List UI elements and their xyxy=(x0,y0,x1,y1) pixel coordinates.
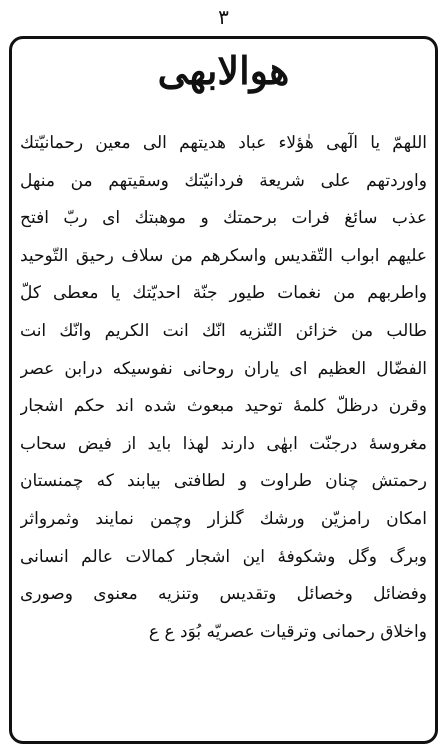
text-line: واوردتهم علی شریعة فردانیّتك وسقیتهم من منهل xyxy=(20,170,427,191)
page-heading: هوالابهی xyxy=(157,48,290,93)
text-line: وقرن درظلّ کلمهٔ توحید مبعوث شده اند حکم اشجار xyxy=(20,396,427,417)
text-line: واخلاق رحمانی وترقیات عصریّه بُوَد ع ع xyxy=(148,621,427,642)
text-line: الفضّال العظیم ای یاران روحانی نفوسیکه درابن عصر xyxy=(20,358,427,379)
text-line: اللهمّ یا الٓهی هٰؤلاء عباد هدیتهم الی معین رحمانیّتك xyxy=(20,133,427,153)
text-line: وفضائل وخصائل وتقدیس وتنزیه معنوی وصوری xyxy=(20,584,427,605)
page-number: ٣ xyxy=(218,5,229,29)
text-line: واطربهم من نغمات طیور جنّة احدیّتك یا معطی کلّ xyxy=(20,283,427,304)
text-line: عذب سائغ فرات برحمتك و موهبتك ای ربّ افتح xyxy=(20,208,427,229)
text-frame xyxy=(9,36,438,744)
text-line: مغروسهٔ درجنّت ابهٰی دارند لهذا باید از فیض سحاب xyxy=(20,433,427,454)
text-line: وبرگ وگل وشکوفهٔ این اشجار کمالات عالم انسانی xyxy=(20,546,427,567)
text-line: طالب من خزائن التّنزیه انّك انت الکریم وانّك انت xyxy=(20,320,427,341)
text-line: رحمتش چنان طراوت و لطافتی بیابند که چمنستان xyxy=(20,471,427,492)
body-text xyxy=(20,125,427,651)
text-line: امکان رامزیّن ورشك گلزار وچمن نمایند وثمرواثر xyxy=(20,508,427,529)
text-line: علیهم ابواب التّقدیس واسکرهم من سلاف رحیق التّوحید xyxy=(20,245,427,266)
